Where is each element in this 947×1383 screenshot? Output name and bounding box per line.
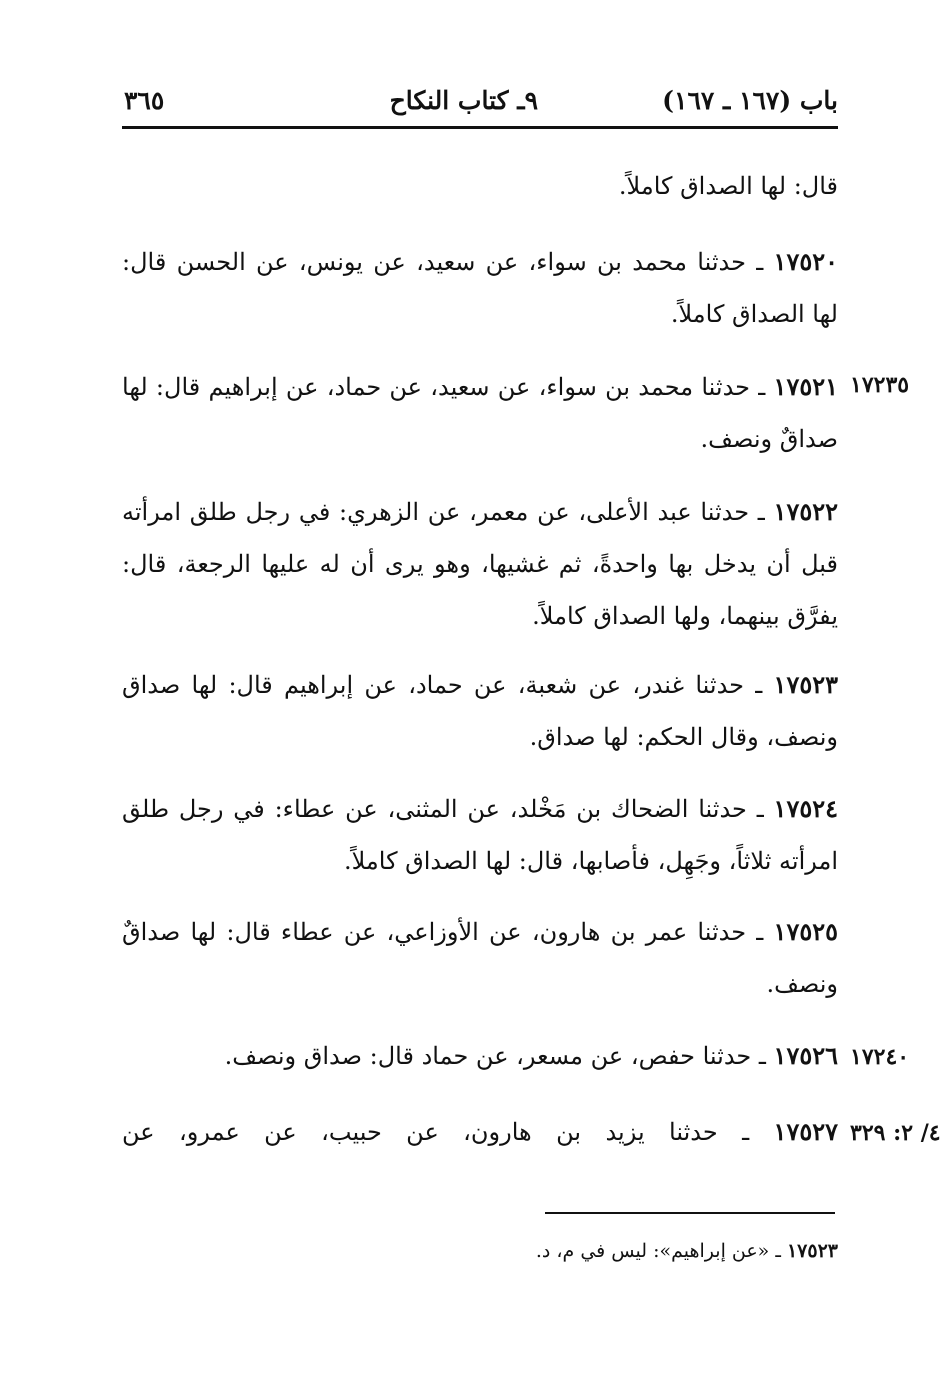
page-number: ٣٦٥ bbox=[124, 86, 165, 115]
footnote bbox=[400, 1236, 838, 1266]
hadith-paragraph bbox=[122, 361, 838, 465]
paragraph-continuation bbox=[122, 160, 838, 212]
margin-reference: ١٧٢٤٠ bbox=[850, 1044, 910, 1070]
paragraph-text: ـ حدثنا محمد بن سواء، عن سعيد، عن حماد، عن إبراهيم قال: لها صداقٌ ونصف. bbox=[122, 373, 838, 453]
hadith-number: ١٧٥٢٦ bbox=[773, 1041, 838, 1070]
hadith-paragraph bbox=[122, 906, 838, 1010]
header-rule bbox=[122, 126, 838, 129]
hadith-paragraph bbox=[122, 486, 838, 642]
hadith-paragraph bbox=[122, 236, 838, 340]
hadith-paragraph bbox=[122, 1106, 838, 1158]
paragraph-text: ـ حدثنا عمر بن هارون، عن الأوزاعي، عن عطاء قال: لها صداقٌ ونصف. bbox=[122, 918, 838, 998]
hadith-number: ١٧٥٢٤ bbox=[773, 794, 838, 823]
hadith-number: ١٧٥٢٢ bbox=[773, 497, 838, 526]
hadith-paragraph bbox=[122, 783, 838, 887]
footnote-rule bbox=[545, 1212, 835, 1214]
footnote-text: ـ «عن إبراهيم»: ليس في م، د. bbox=[535, 1240, 787, 1262]
paragraph-text: ـ حدثنا يزيد بن هارون، عن حبيب، عن عمرو، عن bbox=[122, 1118, 774, 1146]
hadith-paragraph bbox=[122, 659, 838, 763]
margin-reference: ١٧٢٣٥ bbox=[850, 372, 910, 398]
paragraph-text: قال: لها الصداق كاملاً. bbox=[618, 172, 838, 200]
hadith-number: ١٧٥٢٥ bbox=[773, 917, 838, 946]
paragraph-text: ـ حدثنا الضحاك بن مَخْلد، عن المثنى، عن عطاء: في رجل طلق امرأته ثلاثاً، وجَهِل، فأصابها، قال: لها الصداق كاملاً. bbox=[122, 795, 838, 875]
paragraph-text: ـ حدثنا غندر، عن شعبة، عن حماد، عن إبراهيم قال: لها صداق ونصف، وقال الحكم: لها صداق. bbox=[122, 671, 838, 751]
hadith-number: ١٧٥٢٣ bbox=[773, 670, 838, 699]
paragraph-text: ـ حدثنا عبد الأعلى، عن معمر، عن الزهري: في رجل طلق امرأته قبل أن يدخل بها واحدةً، ثم غشيها، وهو يرى أن له عليها الرجعة، قال: يفرَّق بينهما، ولها الصداق كاملاً. bbox=[122, 498, 838, 630]
book-title: ٩ـ كتاب النكاح bbox=[389, 86, 538, 115]
running-header bbox=[122, 82, 838, 122]
footnote-number: ١٧٥٢٣ bbox=[786, 1240, 838, 1262]
hadith-paragraph bbox=[122, 1030, 838, 1082]
hadith-number: ١٧٥٢٧ bbox=[773, 1117, 838, 1146]
chapter-heading: باب (١٦٧ ـ ١٦٧) bbox=[662, 86, 838, 115]
margin-reference: ٤/ ٢: ٣٢٩ bbox=[850, 1120, 941, 1146]
paragraph-text: ـ حدثنا حفص، عن مسعر، عن حماد قال: صداق ونصف. bbox=[224, 1042, 774, 1070]
hadith-number: ١٧٥٢٠ bbox=[773, 247, 838, 276]
paragraph-text: ـ حدثنا محمد بن سواء، عن سعيد، عن يونس، عن الحسن قال: لها الصداق كاملاً. bbox=[122, 248, 838, 328]
hadith-number: ١٧٥٢١ bbox=[773, 372, 838, 401]
